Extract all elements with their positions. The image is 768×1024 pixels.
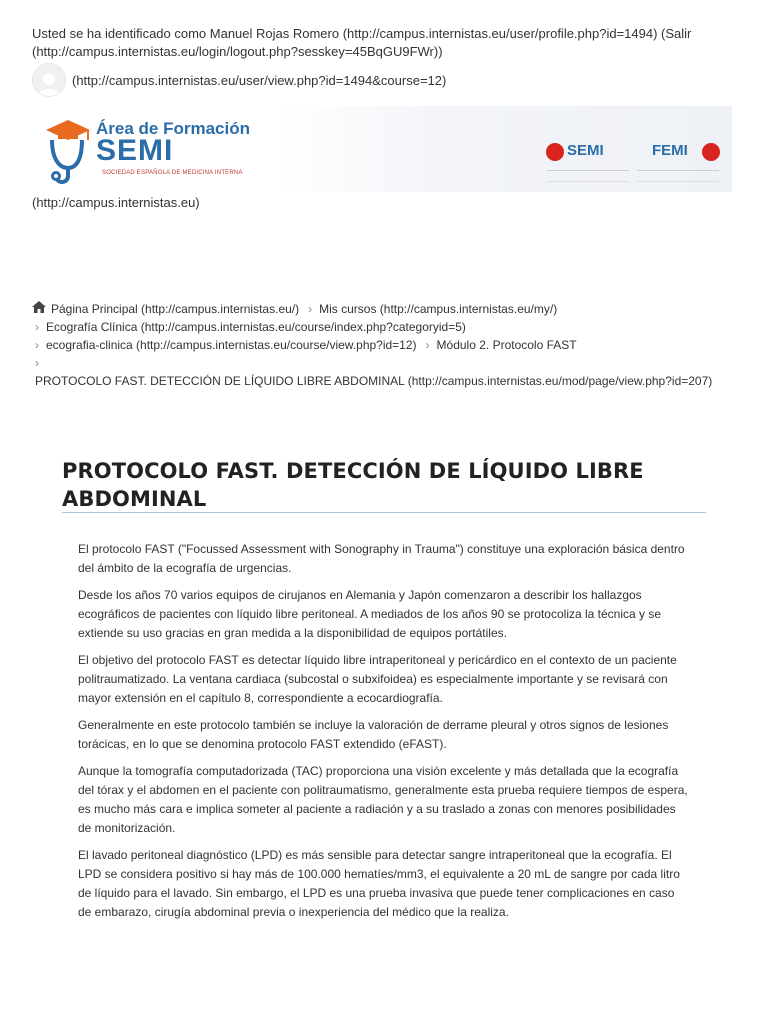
partner-femi-logo: FEMI — [652, 142, 688, 159]
user-avatar-icon[interactable] — [32, 63, 66, 97]
page-title-line1: PROTOCOLO FAST. DETECCIÓN DE LÍQUIDO LIBRE — [62, 459, 644, 483]
chevron-right-icon: › — [425, 338, 430, 352]
chevron-right-icon: › — [35, 320, 39, 334]
title-divider — [62, 512, 706, 513]
logo-subtitle: SOCIEDAD ESPAÑOLA DE MEDICINA INTERNA — [102, 170, 243, 176]
partner-semi-underline — [547, 170, 629, 182]
breadcrumb — [32, 300, 742, 390]
user-view-link[interactable]: (http://campus.internistas.eu/user/view.php?id=1494&course=12) — [72, 72, 447, 88]
chevron-right-icon: › — [35, 338, 39, 352]
logo-title-line2: SEMI — [96, 134, 174, 167]
breadcrumb-line-1 — [32, 300, 742, 318]
breadcrumb-line-4 — [32, 354, 742, 372]
partner-femi-underline — [637, 170, 719, 182]
breadcrumb-item-home[interactable]: Página Principal (http://campus.internistas.eu/) — [51, 302, 300, 316]
breadcrumb-item-category[interactable]: Ecografía Clínica (http://campus.internistas.eu/course/index.php?categoryid=5) — [46, 320, 466, 334]
breadcrumb-item-course[interactable]: ecografia-clinica (http://campus.internistas.eu/course/view.php?id=12) — [46, 338, 417, 352]
page-title — [62, 457, 706, 513]
breadcrumb-line-2 — [32, 318, 742, 336]
content-paragraph: Generalmente en este protocolo también se incluye la valoración de derrame pleural y otros signos de lesiones torácicas, en lo que se denomina protocolo FAST extendido (eFAST). — [78, 718, 669, 751]
chevron-right-icon: › — [308, 302, 313, 316]
home-icon — [32, 300, 46, 318]
content-paragraph: Aunque la tomografía computadorizada (TAC) proporciona una visión excelente y más detallada que la ecografía del tórax y el abdomen en el paciente con politraumatismo, generalmente esta prueba requiere tiempos de espera, es mucho más cara e implica someter al paciente a radiación y a su traslado a zonas con menores posibilidades de monitorización. — [78, 764, 688, 835]
breadcrumb-item-current-page[interactable]: PROTOCOLO FAST. DETECCIÓN DE LÍQUIDO LIBRE ABDOMINAL (http://campus.internistas.eu/mod/page/view.php?id=207) — [35, 374, 713, 388]
content-paragraph: El lavado peritoneal diagnóstico (LPD) es más sensible para detectar sangre intraperitoneal que la ecografía. El LPD se considera positivo si hay más de 100.000 hematíes/mm3, el equivalente a 20 mL de sangre por cada litro de líquido para el lavado. Sin embargo, el LPD es una prueba invasiva que puede tener complicaciones en caso de embarazo, cirugía abdominal previa o inexperiencia del médico que la realiza. — [78, 848, 680, 919]
femi-dot-icon — [702, 143, 720, 161]
content-paragraph: El protocolo FAST ("Focussed Assessment with Sonography in Trauma") constituye una exploración básica dentro del ámbito de la ecografía de urgencias. — [78, 542, 685, 575]
page-content — [78, 540, 688, 930]
breadcrumb-line-3 — [32, 336, 742, 354]
stethoscope-logo-icon — [42, 118, 92, 193]
home-link[interactable]: (http://campus.internistas.eu) — [32, 195, 200, 210]
site-banner[interactable] — [32, 106, 732, 192]
semi-dot-icon — [546, 143, 564, 161]
login-status-text[interactable]: Usted se ha identificado como Manuel Rojas Romero (http://campus.internistas.eu/user/profile.php?id=1494) (Salir (http://campus.internistas.eu/login/logout.php?sesskey=45BqGU9FWr)) — [32, 26, 692, 59]
logo-title-line1: Área de Formación — [96, 119, 250, 138]
partner-semi-logo: SEMI — [567, 142, 604, 159]
content-paragraph: El objetivo del protocolo FAST es detectar líquido libre intraperitoneal y pericárdico en el contexto de un paciente politraumatizado. La ventana cardiaca (subcostal o subxifoidea) es especialmente importante y se revisará con mayor extensión en el capítulo 8, correspondiente a ecocardiografía. — [78, 653, 677, 705]
breadcrumb-item-my-courses[interactable]: Mis cursos (http://campus.internistas.eu/my/) — [319, 302, 558, 316]
chevron-right-icon: › — [35, 356, 39, 370]
page-title-line2: ABDOMINAL — [62, 487, 207, 511]
content-paragraph: Desde los años 70 varios equipos de cirujanos en Alemania y Japón comenzaron a describir los hallazgos ecográficos de pacientes con líquido libre peritoneal. A mediados de los años 90 se protocoliza la técnica y se extiende su uso gracias en gran medida a la disponibilidad de equipos portátiles. — [78, 588, 662, 640]
breadcrumb-line-5 — [32, 372, 742, 390]
user-row — [32, 62, 446, 98]
breadcrumb-item-module: Módulo 2. Protocolo FAST — [436, 338, 577, 352]
